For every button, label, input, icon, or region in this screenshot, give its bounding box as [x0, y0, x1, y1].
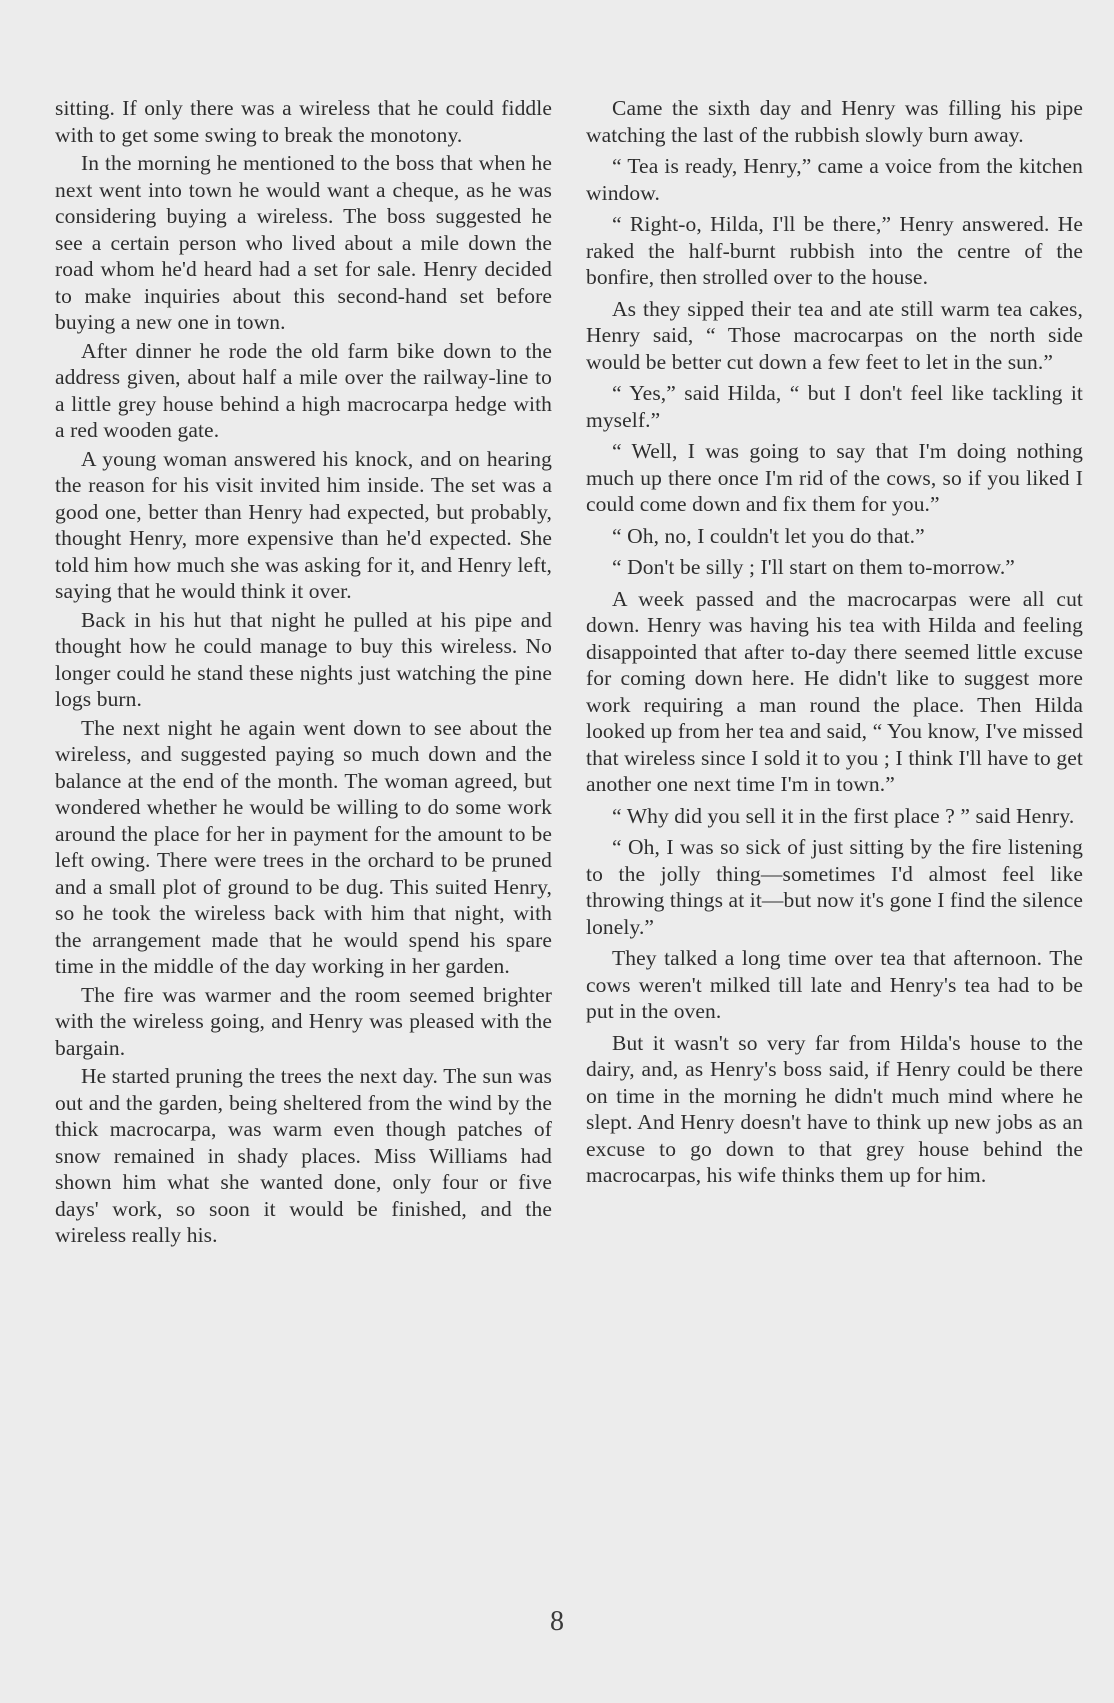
- right-column: [586, 95, 1083, 1194]
- paragraph: But it wasn't so very far from Hilda's house to the dairy, and, as Henry's boss said, if Henry could be there on time in the morning he didn't much mind where he slept. And Henry doesn't have to think up new jobs as an excuse to go down to that grey house behind the macrocarpas, his wife thinks them up for him.: [586, 1030, 1083, 1187]
- paragraph: A week passed and the macrocarpas were all cut down. Henry was having his tea with Hilda and feeling disappointed that after to-day there seemed little excuse for coming down here. He didn't like to suggest more work requiring a man round the place. Then Hilda looked up from her tea and said, “ You know, I've missed that wireless since I sold it to you ; I think I'll have to get another one next time I'm in town.”: [586, 586, 1083, 796]
- paragraph: The next night he again went down to see about the wireless, and suggested paying so much down and the balance at the end of the month. The woman agreed, but wondered whether he would be willing to do some work around the place for her in payment for the amount to be left owing. There were trees in the orchard to be pruned and a small plot of ground to be dug. This suited Henry, so he took the wireless back with him that night, with the arrangement made that he would spend his spare time in the middle of the day working in her garden.: [55, 715, 552, 978]
- paragraph: Back in his hut that night he pulled at his pipe and thought how he could manage to buy this wireless. No longer could he stand these nights just watching the pine logs burn.: [55, 607, 552, 711]
- paragraph: “ Tea is ready, Henry,” came a voice from the kitchen window.: [586, 154, 1083, 205]
- paragraph: “ Yes,” said Hilda, “ but I don't feel like tackling it myself.”: [586, 381, 1083, 432]
- paragraph: “ Well, I was going to say that I'm doing nothing much up there once I'm rid of the cows, so if you liked I could come down and fix them for you.”: [586, 439, 1083, 516]
- paragraph: As they sipped their tea and ate still warm tea cakes, Henry said, “ Those macrocarpas on the north side would be better cut down a few feet to let in the sun.”: [586, 296, 1083, 374]
- paragraph: In the morning he mentioned to the boss that when he next went into town he would want a cheque, as he was considering buying a wireless. The boss suggested he see a certain person who lived about a mile down the road whom he'd heard had a set for sale. Henry decided to make inquiries about this second-hand set before buying a new one in town.: [55, 151, 552, 334]
- paragraph: sitting. If only there was a wireless that he could fiddle with to get some swing to break the monotony.: [55, 96, 552, 147]
- paragraph: “ Right-o, Hilda, I'll be there,” Henry answered. He raked the half-burnt rubbish into the centre of the bonfire, then strolled over to the house.: [586, 212, 1083, 289]
- paragraph: “ Oh, no, I couldn't let you do that.”: [612, 523, 925, 548]
- paragraph: “ Why did you sell it in the first place ? ” said Henry.: [612, 803, 1075, 828]
- paragraph: Came the sixth day and Henry was filling his pipe watching the last of the rubbish slowly burn away.: [586, 96, 1083, 147]
- left-column: [55, 95, 552, 1251]
- paragraph: After dinner he rode the old farm bike down to the address given, about half a mile over the railway-line to a little grey house behind a high macrocarpa hedge with a red wooden gate.: [55, 338, 552, 442]
- paragraph: The fire was warmer and the room seemed brighter with the wireless going, and Henry was pleased with the bargain.: [55, 982, 552, 1060]
- page-number: 8: [550, 1606, 564, 1637]
- paragraph: He started pruning the trees the next day. The sun was out and the garden, being sheltered from the wind by the thick macrocarpa, was warm even though patches of snow remained in shady places. Miss Williams had shown him what she wanted done, only four or five days' work, so soon it would be finished, and the wireless really his.: [55, 1064, 552, 1247]
- paragraph: “ Don't be silly ; I'll start on them to-morrow.”: [612, 555, 1015, 579]
- paragraph: A young woman answered his knock, and on hearing the reason for his visit invited him inside. The set was a good one, better than Henry had expected, but probably, thought Henry, more expensive than he'd expected. She told him how much she was asking for it, and Henry left, saying that he would think it over.: [55, 446, 552, 603]
- paragraph: “ Oh, I was so sick of just sitting by the fire listening to the jolly thing—sometimes I'd almost feel like throwing things at it—but now it's gone I find the silence lonely.”: [586, 835, 1083, 939]
- paragraph: They talked a long time over tea that afternoon. The cows weren't milked till late and Henry's tea had to be put in the oven.: [586, 946, 1083, 1023]
